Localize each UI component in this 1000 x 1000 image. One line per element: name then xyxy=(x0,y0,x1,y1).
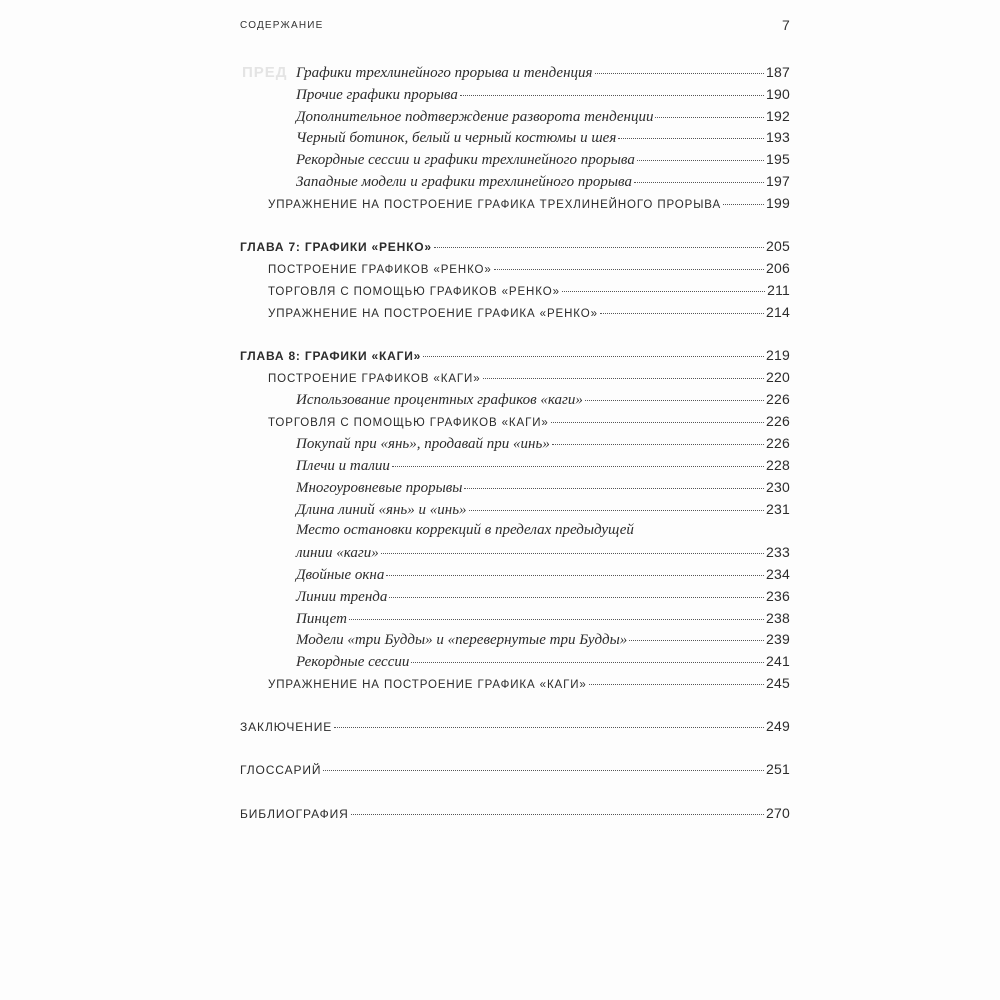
toc-entry-title: ГЛАВА 8: ГРАФИКИ «КАГИ» xyxy=(240,349,422,363)
toc-entry[interactable] xyxy=(268,195,790,211)
toc-entry[interactable] xyxy=(268,260,790,276)
toc-entry-title: Использование процентных графиков «каги» xyxy=(296,392,583,408)
toc-entry-title: Длина линий «янь» и «инь» xyxy=(296,502,467,518)
toc-entry-title: ТОРГОВЛЯ С ПОМОЩЬЮ ГРАФИКОВ «РЕНКО» xyxy=(268,286,560,298)
dot-leader xyxy=(637,160,764,161)
toc-entry-title: Рекордные сессии и графики трехлинейного прорыва xyxy=(296,152,635,168)
dot-leader xyxy=(434,247,764,248)
toc-entry[interactable] xyxy=(268,413,790,429)
toc-entry-title: линии «каги» xyxy=(296,545,379,561)
toc-entry[interactable] xyxy=(240,805,790,821)
toc-entry-page: 214 xyxy=(766,304,790,320)
toc-entry-page: 233 xyxy=(766,544,790,560)
toc-entry[interactable] xyxy=(296,544,790,562)
toc-entry-page: 249 xyxy=(766,718,790,734)
dot-leader xyxy=(618,138,764,139)
dot-leader xyxy=(411,662,764,663)
dot-leader xyxy=(323,770,764,771)
toc-entry-title: Плечи и талии xyxy=(296,458,390,474)
toc-entry[interactable] xyxy=(296,631,790,649)
toc-entry[interactable] xyxy=(240,347,790,363)
toc-entry-title: Место остановки коррекций в пределах предыдущей xyxy=(296,522,634,538)
toc-entry[interactable] xyxy=(268,304,790,320)
dot-leader xyxy=(595,73,765,74)
dot-leader xyxy=(552,444,764,445)
toc-entry-title: Рекордные сессии xyxy=(296,654,410,670)
toc-entry-page: 205 xyxy=(766,238,790,254)
toc-entry-page: 220 xyxy=(766,369,790,385)
toc-entry-title: УПРАЖНЕНИЕ НА ПОСТРОЕНИЕ ГРАФИКА «КАГИ» xyxy=(268,679,587,691)
toc-entry-title: ГЛОССАРИЙ xyxy=(240,763,322,777)
toc-entry-title: ПОСТРОЕНИЕ ГРАФИКОВ «РЕНКО» xyxy=(268,264,492,276)
toc-entry[interactable] xyxy=(240,761,790,777)
dot-leader xyxy=(464,488,764,489)
dot-leader xyxy=(634,182,764,183)
toc-entry-page: 245 xyxy=(766,675,790,691)
toc-entry-title: Многоуровневые прорывы xyxy=(296,480,463,496)
toc-entry-page: 192 xyxy=(766,108,790,124)
dot-leader xyxy=(551,422,764,423)
toc-entry-page: 199 xyxy=(766,195,790,211)
toc-entry[interactable] xyxy=(296,173,790,191)
toc-entry[interactable] xyxy=(296,435,790,453)
toc-entry-page: 239 xyxy=(766,631,790,647)
toc-entry[interactable] xyxy=(296,108,790,126)
toc-entry-page: 236 xyxy=(766,588,790,604)
toc-entry-title: Покупай при «янь», продавай при «инь» xyxy=(296,436,550,452)
toc-entry-page: 193 xyxy=(766,129,790,145)
toc-entry[interactable] xyxy=(268,369,790,385)
dot-leader xyxy=(334,727,764,728)
toc-entry-title: Прочие графики прорыва xyxy=(296,87,458,103)
dot-leader xyxy=(629,640,764,641)
toc-entry[interactable] xyxy=(240,718,790,734)
toc-entry-page: 226 xyxy=(766,413,790,429)
dot-leader xyxy=(386,575,764,576)
toc-entry-page: 238 xyxy=(766,610,790,626)
dot-leader xyxy=(469,510,765,511)
toc-entry-page: 234 xyxy=(766,566,790,582)
toc-entry-page: 251 xyxy=(766,761,790,777)
toc-entry-page: 211 xyxy=(767,282,790,298)
dot-leader xyxy=(655,117,764,118)
toc-entry-page: 197 xyxy=(766,173,790,189)
bleed-through-text: ПРЕД xyxy=(242,64,288,81)
dot-leader xyxy=(483,378,765,379)
toc-entry-title: ПОСТРОЕНИЕ ГРАФИКОВ «КАГИ» xyxy=(268,373,481,385)
dot-leader xyxy=(723,204,764,205)
toc-entry[interactable] xyxy=(296,588,790,606)
dot-leader xyxy=(423,356,764,357)
toc-entry[interactable] xyxy=(296,566,790,584)
toc-entry-page: 226 xyxy=(766,435,790,451)
toc-entry[interactable] xyxy=(296,522,790,539)
toc-entry[interactable] xyxy=(296,457,790,475)
dot-leader xyxy=(381,553,764,554)
toc-entry-title: Дополнительное подтверждение разворота тенденции xyxy=(296,109,654,125)
toc-entry[interactable] xyxy=(296,151,790,169)
toc-entry-title: Двойные окна xyxy=(296,567,385,583)
toc-entry-page: 190 xyxy=(766,86,790,102)
toc-entry-page: 270 xyxy=(766,805,790,821)
toc-entry-page: 195 xyxy=(766,151,790,167)
dot-leader xyxy=(589,684,764,685)
toc-entry-title: Графики трехлинейного прорыва и тенденция xyxy=(296,65,593,81)
dot-leader xyxy=(600,313,764,314)
toc-entry-title: Черный ботинок, белый и черный костюмы и шея xyxy=(296,130,617,146)
toc-entry[interactable] xyxy=(268,282,790,298)
toc-entry-title: Пинцет xyxy=(296,611,347,627)
toc-entry-title: ЗАКЛЮЧЕНИЕ xyxy=(240,720,333,734)
toc-entry[interactable] xyxy=(240,238,790,254)
toc-entry-page: 241 xyxy=(766,653,790,669)
toc-entry-page: 187 xyxy=(766,64,790,80)
toc-entry-page: 231 xyxy=(766,501,790,517)
dot-leader xyxy=(562,291,765,292)
toc-entry[interactable] xyxy=(296,391,790,409)
toc-entry[interactable] xyxy=(296,479,790,497)
toc-entry-title: БИБЛИОГРАФИЯ xyxy=(240,807,349,821)
toc-entry[interactable] xyxy=(296,610,790,628)
toc-entry[interactable] xyxy=(296,501,790,519)
toc-entry[interactable] xyxy=(296,129,790,147)
toc-entry-title: Западные модели и графики трехлинейного прорыва xyxy=(296,174,632,190)
toc-entry-title: Модели «три Будды» и «перевернутые три Будды» xyxy=(296,632,628,648)
page-number: 7 xyxy=(782,17,790,33)
running-head: СОДЕРЖАНИЕ xyxy=(240,20,324,31)
toc-entry-title: ГЛАВА 7: ГРАФИКИ «РЕНКО» xyxy=(240,240,432,254)
toc-entry-page: 206 xyxy=(766,260,790,276)
toc-entry-title: ТОРГОВЛЯ С ПОМОЩЬЮ ГРАФИКОВ «КАГИ» xyxy=(268,417,549,429)
toc-entry-page: 219 xyxy=(766,347,790,363)
dot-leader xyxy=(392,466,764,467)
toc-entry[interactable] xyxy=(296,653,790,671)
toc-entry-page: 230 xyxy=(766,479,790,495)
toc-entry-page: 226 xyxy=(766,391,790,407)
dot-leader xyxy=(585,400,764,401)
toc-entry-title: УПРАЖНЕНИЕ НА ПОСТРОЕНИЕ ГРАФИКА «РЕНКО» xyxy=(268,308,598,320)
dot-leader xyxy=(494,269,764,270)
dot-leader xyxy=(349,619,764,620)
toc-entry-title: УПРАЖНЕНИЕ НА ПОСТРОЕНИЕ ГРАФИКА ТРЕХЛИНЕЙНОГО ПРОРЫВА xyxy=(268,199,722,211)
toc-entry[interactable] xyxy=(296,86,790,104)
dot-leader xyxy=(351,814,764,815)
toc-entry[interactable] xyxy=(268,675,790,691)
toc-entry-page: 228 xyxy=(766,457,790,473)
dot-leader xyxy=(389,597,764,598)
toc-entry[interactable] xyxy=(296,64,790,82)
toc-entry-title: Линии тренда xyxy=(296,589,388,605)
dot-leader xyxy=(460,95,764,96)
